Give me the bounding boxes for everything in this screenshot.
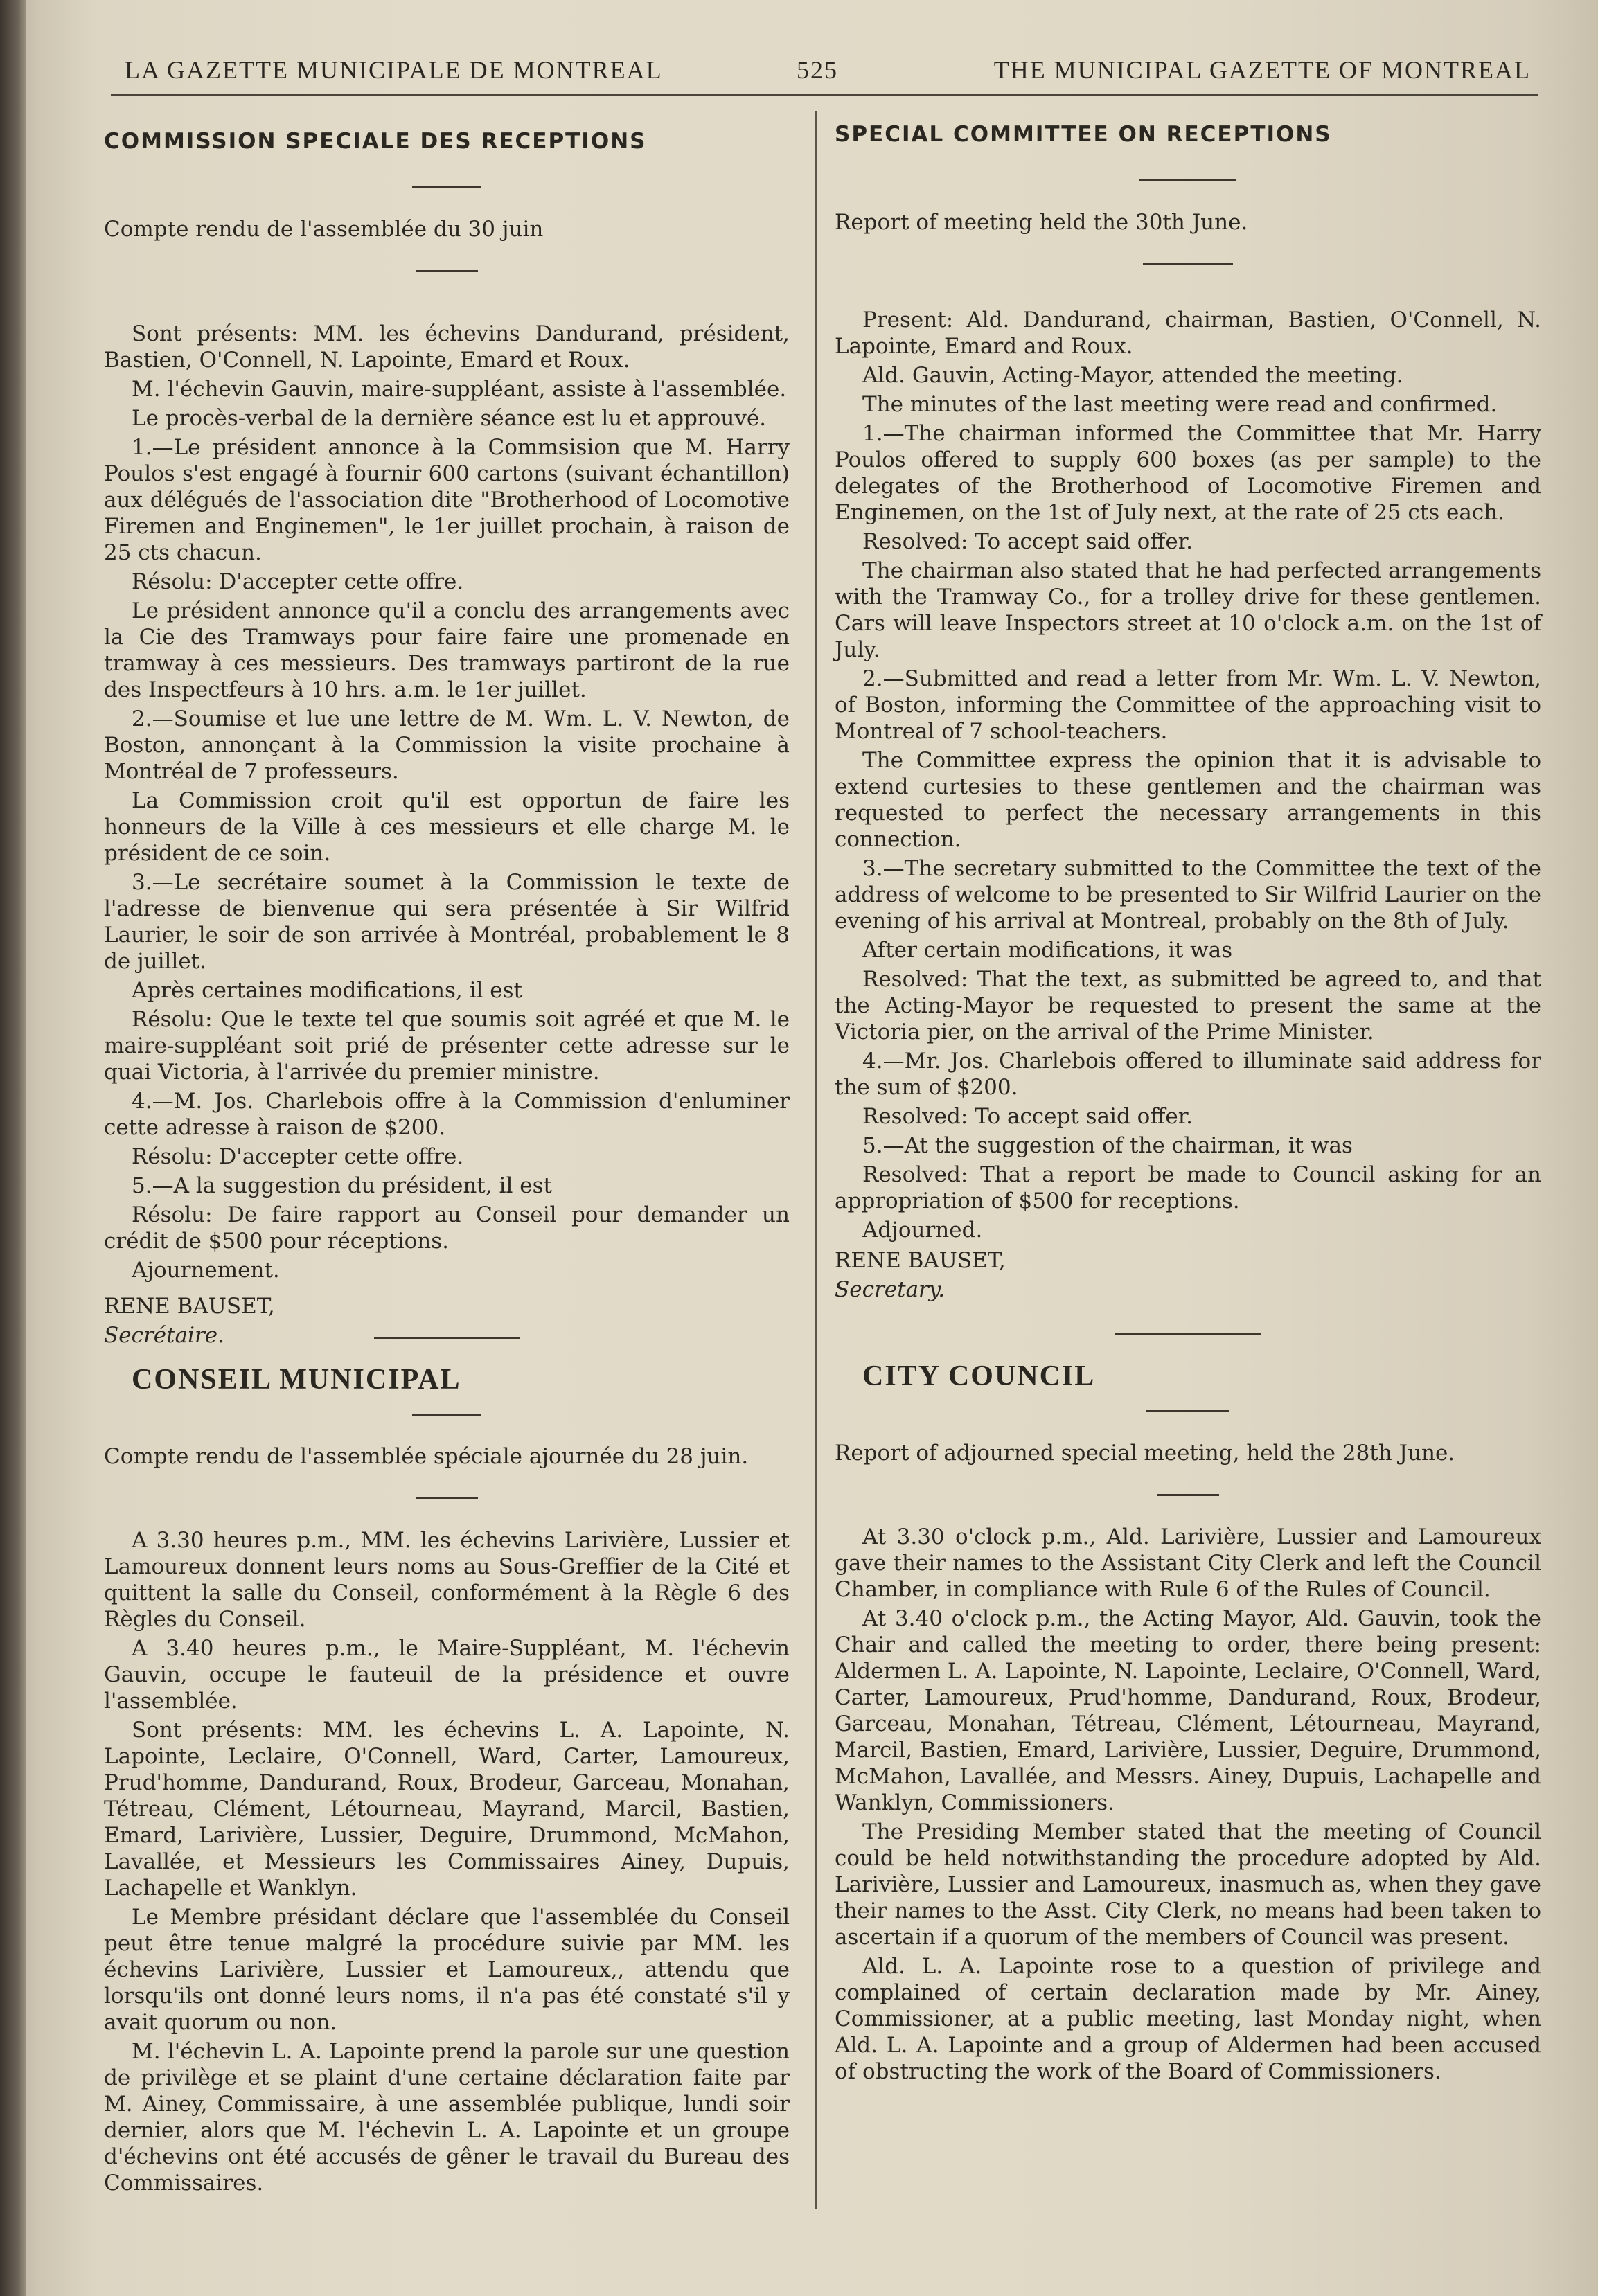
paragraph: Ald. Gauvin, Acting-Mayor, attended the meeting. [862, 363, 1403, 388]
paragraph: The chairman also stated that he had perfected arrangements with the Tramway Co., for a trolley drive for these gentlemen. Cars will leave Inspectors street at 10 o'clock a.m. on the 1st of July. [835, 558, 1541, 662]
english-council-subtitle: Report of adjourned special meeting, held the 28th June. [835, 1441, 1455, 1466]
paragraph: 1.—The chairman informed the Committee that Mr. Harry Poulos offered to supply 600 boxes (as per sample) to the delegates of the Brotherhood of Locomotive Firemen and Enginemen, on the 1st of July next, at the rate of 25 cts each. [835, 421, 1541, 525]
paragraph: 5.—At the suggestion of the chairman, it was [862, 1133, 1353, 1158]
english-reception-title: SPECIAL COMMITTEE ON RECEPTIONS [835, 122, 1332, 147]
paragraph: Ald. L. A. Lapointe rose to a question of privilege and complained of certain declaration made by Mr. Ainey, Commissioner, at a public meeting, last Monday night, when Ald. L. A. Lapointe and a group of Aldermen had been accused of obstructing the work of the Board of Commissioners. [835, 1954, 1541, 2084]
paragraph: M. l'échevin Gauvin, maire-suppléant, assiste à l'assemblée. [132, 377, 787, 402]
section-rule [416, 1497, 478, 1499]
paragraph: A 3.30 heures p.m., MM. les échevins Larivière, Lussier et Lamoureux donnent leurs noms au Sous-Greffier de la Cité et quittent la salle du Conseil, conformément à la Règle 6 des Règles du Conseil. [104, 1528, 790, 1632]
section-rule [1157, 1494, 1219, 1496]
french-council-subtitle: Compte rendu de l'assemblée spéciale ajournée du 28 juin. [104, 1444, 749, 1469]
section-rule [374, 1337, 520, 1339]
paragraph: The minutes of the last meeting were read and confirmed. [862, 392, 1498, 417]
column-divider [815, 111, 817, 2209]
paragraph: Resolved: That a report be made to Council asking for an appropriation of $500 for receptions. [835, 1162, 1541, 1213]
paragraph: Sont présents: MM. les échevins Dandurand, président, Bastien, O'Connell, N. Lapointe, Emard et Roux. [104, 321, 790, 373]
paragraph: The Committee express the opinion that it is advisable to extend curtesies to these gentlemen and the chairman was requested to perfect the necessary arrangements in this connection. [835, 748, 1541, 852]
signature-name: RENE BAUSET, [104, 1294, 275, 1319]
paragraph: Résolu: Que le texte tel que soumis soit agréé et que M. le maire-suppléant soit prié de présenter cette adresse sur le quai Victoria, à l'arrivée du premier ministre. [104, 1007, 790, 1085]
page-number: 525 [797, 56, 838, 84]
french-council-title: CONSEIL MUNICIPAL [132, 1364, 461, 1396]
english-council-title: CITY COUNCIL [862, 1360, 1096, 1392]
paragraph: Sont présents: MM. les échevins L. A. Lapointe, N. Lapointe, Leclaire, O'Connell, Ward, Carter, Lamoureux, Prud'homme, Dandurand, Roux, Brodeur, Garceau, Monahan, Tétreau, Clément, Létourneau, Mayrand, Marcil, Bastien, Emard, Larivière, Lussier, Deguire, Drummond, McMahon, Lavallée, et Messieurs les Commissaires Ainey, Dupuis, Lachapelle et Wanklyn. [104, 1718, 790, 1901]
paragraph: 4.—M. Jos. Charlebois offre à la Commission d'enluminer cette adresse à raison de $200. [104, 1089, 790, 1140]
french-reception-title: COMMISSION SPECIALE DES RECEPTIONS [104, 129, 647, 154]
paragraph: Resolved: To accept said offer. [862, 529, 1193, 554]
section-rule [1143, 263, 1233, 265]
paragraph: 3.—The secretary submitted to the Committee the text of the address of welcome to be presented to Sir Wilfrid Laurier on the evening of his arrival at Montreal, probably on the 8th of July. [835, 856, 1541, 934]
signature-title: Secrétaire. [104, 1323, 224, 1348]
english-reception-subtitle: Report of meeting held the 30th June. [835, 210, 1248, 235]
paragraph: Adjourned. [862, 1218, 983, 1243]
section-rule [1139, 179, 1236, 181]
section-rule [1115, 1333, 1261, 1335]
section-rule [412, 186, 481, 188]
english-council-section [835, 1333, 1541, 2088]
signature-name: RENE BAUSET, [835, 1248, 1006, 1273]
paragraph: 1.—Le président annonce à la Commsision que M. Harry Poulos s'est engagé à fournir 600 cartons (suivant échantillon) aux délégués de l'association dite "Brotherhood of Locomotive Firemen and Enginemen", le 1er juillet prochain, à raison de 25 cts chacun. [104, 435, 790, 565]
paragraph: Resolved: To accept said offer. [862, 1104, 1193, 1129]
header-french-title: LA GAZETTE MUNICIPALE DE MONTREAL [125, 56, 663, 84]
french-reception-section [104, 128, 790, 1351]
paragraph: After certain modifications, it was [862, 938, 1233, 963]
paragraph: The Presiding Member stated that the meeting of Council could be held notwithstanding the procedure adopted by Ald. Larivière, Lussier and Lamoureux, inasmuch as, when they gave their names to the Asst. City Clerk, no means had been taken to ascertain if a quorum of the members of Council was present. [835, 1819, 1541, 1950]
paragraph: At 3.40 o'clock p.m., the Acting Mayor, Ald. Gauvin, took the Chair and called the meeting to order, there being present: Aldermen L. A. Lapointe, N. Lapointe, Leclaire, O'Connell, Ward, Carter, Lamoureux, Prud'homme, Dandurand, Roux, Brodeur, Garceau, Monahan, Tétreau, Clément, Létourneau, Mayrand, Marcil, Bastien, Emard, Larivière, Lussier, Deguire, Drummond, McMahon, Lavallée, and Messrs. Ainey, Dupuis, Lachapelle and Wanklyn, Commissioners. [835, 1606, 1541, 1815]
paragraph: Le Membre présidant déclare que l'assemblée du Conseil peut être tenue malgré la procédure suivie par MM. les échevins Larivière, Lussier et Lamoureux,, attendu que lorsqu'ils ont donné leurs noms, il n'a pas été constaté s'il y avait quorum ou non. [104, 1905, 790, 2035]
section-rule [416, 270, 478, 272]
paragraph: 2.—Soumise et lue une lettre de M. Wm. L. V. Newton, de Boston, annonçant à la Commission la visite prochaine à Montréal de 7 professeurs. [104, 706, 790, 784]
paragraph: Résolu: D'accepter cette offre. [132, 569, 464, 594]
paragraph: A 3.40 heures p.m., le Maire-Suppléant, M. l'échevin Gauvin, occupe le fauteuil de la présidence et ouvre l'assemblée. [104, 1636, 790, 1714]
paragraph: Le président annonce qu'il a conclu des arrangements avec la Cie des Tramways pour faire faire une promenade en tramway à ces messieurs. Des tramways partiront de la rue des Inspectfeurs à 10 hrs. a.m. le 1er juillet. [104, 598, 790, 702]
paragraph: Resolved: That the text, as submitted be agreed to, and that the Acting-Mayor be requested to present the same at the Victoria pier, on the arrival of the Prime Minister. [835, 967, 1541, 1044]
french-reception-subtitle: Compte rendu de l'assemblée du 30 juin [104, 217, 544, 242]
paragraph: Present: Ald. Dandurand, chairman, Bastien, O'Connell, N. Lapointe, Emard and Roux. [835, 308, 1541, 359]
english-reception-section [835, 121, 1541, 1306]
paragraph: Résolu: De faire rapport au Conseil pour demander un crédit de $500 pour réceptions. [104, 1202, 790, 1254]
section-rule [412, 1414, 481, 1416]
paragraph: 3.—Le secrétaire soumet à la Commission le texte de l'adresse de bienvenue qui sera présentée à Sir Wilfrid Laurier, le soir de son arrivée à Montréal, probablement le 8 de juillet. [104, 870, 790, 974]
header-english-title: THE MUNICIPAL GAZETTE OF MONTREAL [993, 56, 1531, 84]
paragraph: Résolu: D'accepter cette offre. [132, 1144, 464, 1169]
paragraph: Après certaines modifications, il est [132, 978, 522, 1003]
paragraph: La Commission croit qu'il est opportun de faire les honneurs de la Ville à ces messieurs et elle charge M. le président de ce soin. [104, 788, 790, 866]
paragraph: 4.—Mr. Jos. Charlebois offered to illuminate said address for the sum of $200. [835, 1049, 1541, 1100]
book-binding [0, 0, 26, 2296]
paragraph: Ajournement. [132, 1258, 280, 1283]
paragraph: Le procès-verbal de la dernière séance est lu et approuvé. [132, 406, 767, 431]
section-rule [1146, 1410, 1229, 1412]
header-rule [111, 94, 1538, 96]
page-header [125, 48, 1531, 90]
paragraph: 2.—Submitted and read a letter from Mr. Wm. L. V. Newton, of Boston, informing the Committee of the approaching visit to Montreal of 7 school-teachers. [835, 666, 1541, 744]
french-council-section [104, 1337, 790, 2199]
paragraph: M. l'échevin L. A. Lapointe prend la parole sur une question de privilège et se plaint d'une certaine déclaration faite par M. Ainey, Commissaire, à une assemblée publique, lundi soir dernier, alors que M. l'échevin L. A. Lapointe et un groupe d'échevins ont été accusés de gêner le travail du Bureau des Commissaires. [104, 2039, 790, 2196]
paragraph: 5.—A la suggestion du président, il est [132, 1173, 552, 1198]
paragraph: At 3.30 o'clock p.m., Ald. Larivière, Lussier and Lamoureux gave their names to the Assistant City Clerk and left the Council Chamber, in compliance with Rule 6 of the Rules of Council. [835, 1524, 1541, 1602]
signature-title: Secretary. [835, 1277, 946, 1302]
